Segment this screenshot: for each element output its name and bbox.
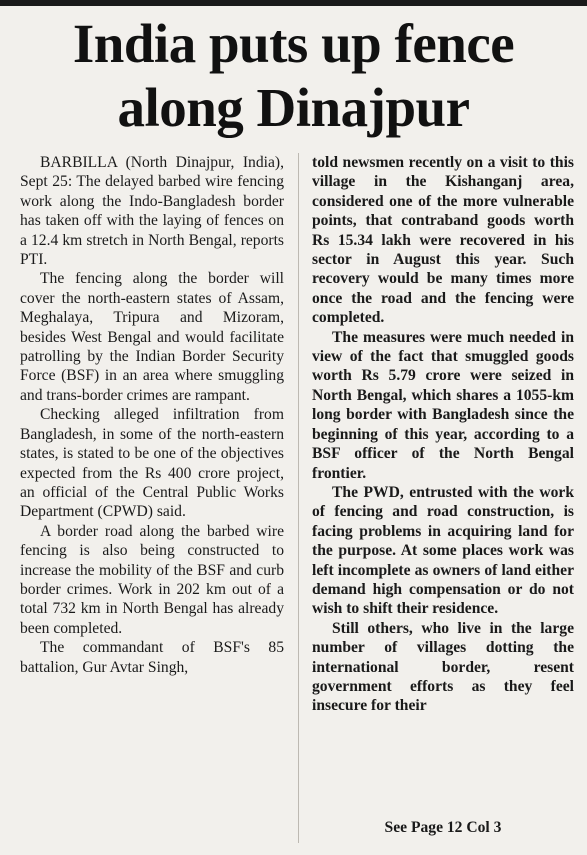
article-column-left (20, 153, 284, 677)
article-column-right (312, 153, 574, 716)
paragraph: BARBILLA (North Dinajpur, India), Sept 25: The delayed barbed wire fencing work along the Indo-Bangladesh border has taken off with the laying of fences on a 12.4 km stretch in North Bengal, reports PTI. (20, 154, 284, 269)
paragraph: Checking alleged infiltration from Bangladesh, in some of the north-eastern states, is stated to be one of the objectives expected from the Rs 400 crore project, an official of the Central Public Works Department (CPWD) said. (20, 406, 284, 521)
headline-line-1: India puts up fence (72, 13, 515, 74)
paragraph: The commandant of BSF's 85 battalion, Gur Avtar Singh, (20, 639, 284, 676)
column-divider (298, 153, 299, 843)
paragraph: Still others, who live in the large number of villages dotting the international border, resent government efforts as they feel insecure for their (312, 619, 574, 715)
paragraph: The fencing along the border will cover the north-eastern states of Assam, Meghalaya, Tripura and Mizoram, besides West Bengal and would facilitate patrolling by the Indian Border Security Force (BSF) in an area where smuggling and trans-border crimes are rampant. (20, 270, 284, 404)
headline (0, 12, 587, 140)
headline-line-2: along Dinajpur (117, 77, 470, 138)
paragraph: told newsmen recently on a visit to this village in the Kishanganj area, considered one of the more vulnerable points, that contraband goods worth Rs 15.34 lakh were recovered in his sector in August this year. Such recovery would be many times more once the road and the fencing were completed. (312, 154, 574, 327)
paragraph: The PWD, entrusted with the work of fencing and road construction, is facing problems in acquiring land for the purpose. At some places work was left incomplete as owners of land either demand high compensation or do not wish to shift their residence. (312, 483, 574, 618)
continuation-line: See Page 12 Col 3 (384, 819, 502, 836)
paragraph: A border road along the barbed wire fencing is also being constructed to increase the mobility of the BSF and curb border crimes. Work in 202 km out of a total 732 km in North Bengal has already been completed. (20, 522, 284, 637)
top-rule (0, 0, 587, 6)
paragraph: The measures were much needed in view of the fact that smuggled goods worth Rs 5.79 crore were seized in North Bengal, which shares a 1055-km long border with Bangladesh since the beginning of this year, according to a BSF officer of the North Bengal frontier. (312, 328, 574, 482)
